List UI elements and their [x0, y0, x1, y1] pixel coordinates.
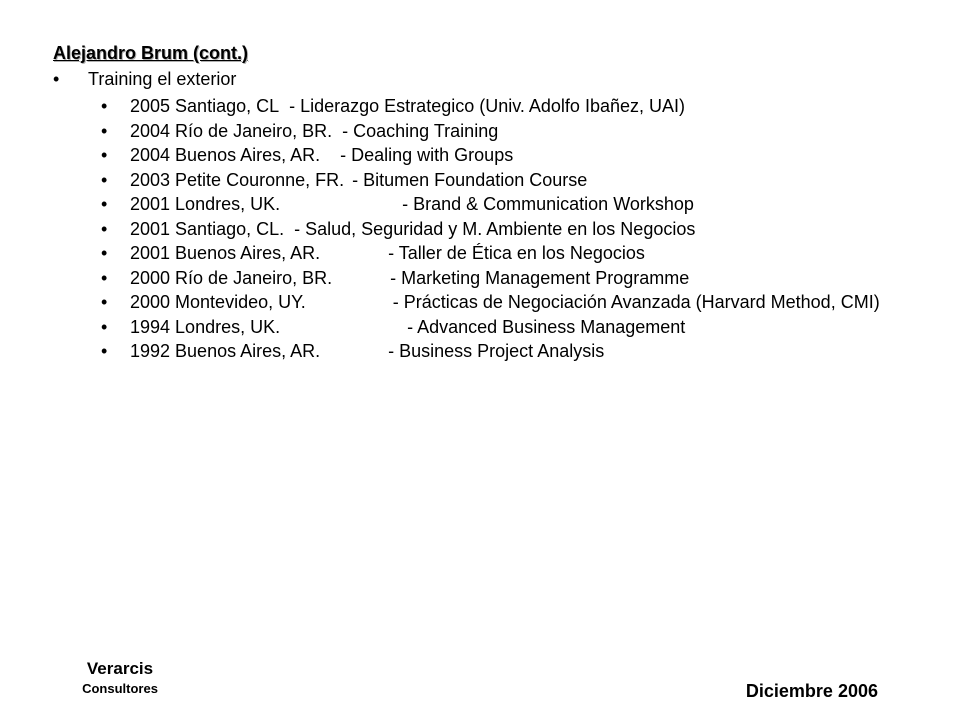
training-year-place: 2003 Petite Couronne, FR. — [130, 169, 345, 190]
training-year-place: 2004 Buenos Aires, AR. — [130, 145, 321, 165]
bullet-icon: • — [101, 218, 108, 239]
list-item — [101, 94, 901, 119]
training-year-place: 2005 Santiago, CL — [130, 96, 280, 116]
training-course: - Salud, Seguridad y M. Ambiente en los Negocios — [289, 218, 696, 239]
section-label: Training el exterior — [88, 69, 237, 89]
section-heading — [53, 68, 236, 90]
training-year-place: 2000 Río de Janeiro, BR. — [130, 267, 333, 288]
training-year-place: 1994 Londres, UK. — [130, 316, 281, 337]
bullet-icon: • — [101, 120, 108, 141]
training-year-place: 1992 Buenos Aires, AR. — [130, 341, 321, 361]
footer-date: Diciembre 2006 — [745, 681, 878, 701]
training-course: - Prácticas de Negociación Avanzada (Harvard Method, CMI) — [392, 292, 880, 312]
training-course: - Coaching Training — [337, 120, 499, 141]
list-item — [101, 290, 901, 315]
bullet-icon: • — [101, 96, 108, 116]
training-course: - Brand & Communication Workshop — [402, 194, 694, 214]
list-item — [101, 119, 901, 144]
training-course: - Advanced Business Management — [407, 316, 686, 337]
bullet-icon: • — [101, 267, 108, 288]
bullet-icon: • — [101, 145, 108, 165]
list-item — [101, 241, 901, 266]
bullet-icon: • — [101, 194, 108, 214]
company-subtitle: Consultores — [82, 681, 158, 696]
bullet-icon: • — [101, 169, 108, 190]
training-year-place: 2001 Buenos Aires, AR. — [130, 243, 321, 263]
bullet-icon: • — [101, 243, 108, 263]
training-course: - Liderazgo Estrategico (Univ. Adolfo Ibañez, UAI) — [284, 96, 685, 116]
training-course: - Marketing Management Programme — [390, 267, 690, 288]
training-year-place: 2000 Montevideo, UY. — [130, 292, 306, 312]
training-course: - Taller de Ética en los Negocios — [388, 243, 645, 263]
list-item — [101, 315, 901, 340]
training-year-place: 2004 Río de Janeiro, BR. — [130, 120, 333, 141]
list-item — [101, 143, 901, 168]
page-title: Alejandro Brum (cont.) — [53, 43, 249, 63]
bullet-icon: • — [53, 69, 60, 89]
training-list — [101, 94, 901, 364]
list-item — [101, 266, 901, 291]
training-course: - Business Project Analysis — [388, 341, 605, 361]
company-logo-text — [60, 660, 180, 695]
list-item — [101, 339, 901, 364]
training-course: - Dealing with Groups — [335, 145, 514, 165]
training-course: - Bitumen Foundation Course — [347, 169, 588, 190]
company-name: Verarcis — [86, 659, 154, 678]
list-item — [101, 168, 901, 193]
list-item — [101, 192, 901, 217]
bullet-icon: • — [101, 292, 108, 312]
training-year-place: 2001 Londres, UK. — [130, 194, 281, 214]
training-year-place: 2001 Santiago, CL. — [130, 218, 285, 239]
bullet-icon: • — [101, 341, 108, 361]
list-item — [101, 217, 901, 242]
bullet-icon: • — [101, 316, 108, 337]
